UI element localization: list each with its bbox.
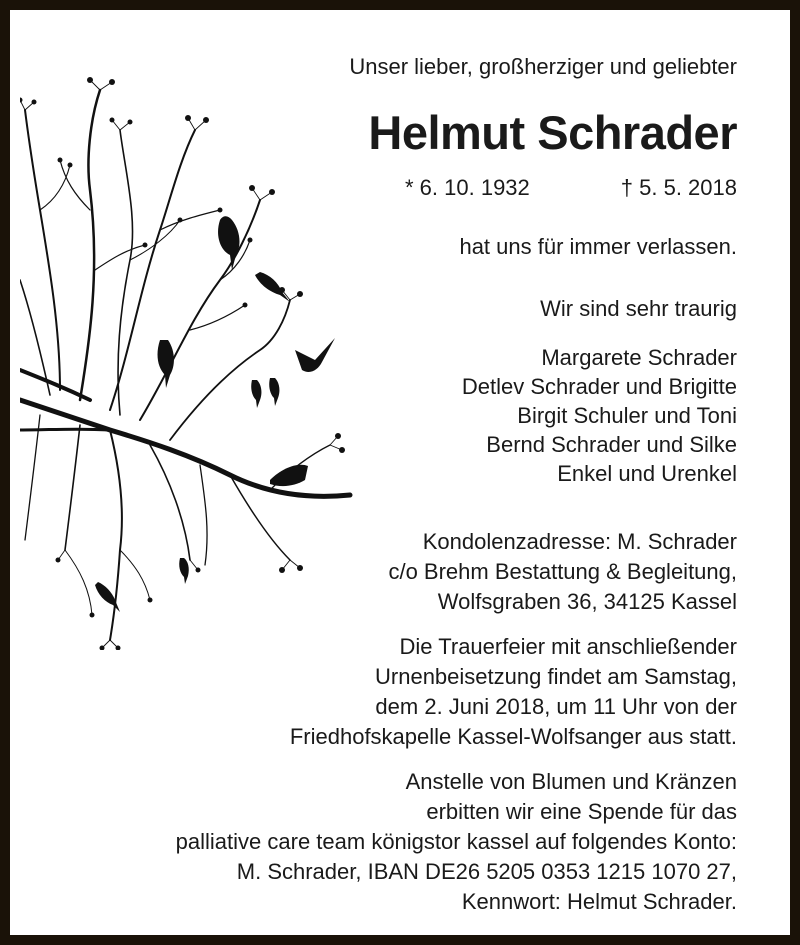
ceremony-line: Urnenbeisetzung findet am Samstag, <box>375 664 737 689</box>
mourning-line: Wir sind sehr traurig <box>540 296 737 321</box>
condolence-line: Kondolenzadresse: M. Schrader <box>422 529 737 554</box>
family-member: Enkel und Urenkel <box>557 461 737 486</box>
condolence-line: c/o Brehm Bestattung & Begleitung, <box>388 559 737 584</box>
donation-line: erbitten wir eine Spende für das <box>426 799 737 824</box>
donation-line: M. Schrader, IBAN DE26 5205 0353 1215 1070 27, <box>236 859 737 884</box>
ceremony-info <box>290 632 737 752</box>
birth-date: * 6. 10. 1932 <box>405 175 530 200</box>
ceremony-line: Die Trauerfeier mit anschließender <box>399 634 737 659</box>
condolence-line: Wolfsgraben 36, 34125 Kassel <box>437 589 737 614</box>
family-member: Margarete Schrader <box>541 345 737 370</box>
deceased-name: Helmut Schrader <box>368 106 737 159</box>
intro-line: Unser lieber, großherziger und geliebter <box>349 54 737 79</box>
donation-info <box>176 767 737 917</box>
donation-line: Kennwort: Helmut Schrader. <box>461 889 737 914</box>
family-member: Bernd Schrader und Silke <box>486 432 737 457</box>
tree-branches-with-birds-icon <box>20 70 360 650</box>
family-list <box>462 343 737 488</box>
condolence-address <box>388 527 737 617</box>
ceremony-line: dem 2. Juni 2018, um 11 Uhr von der <box>375 694 737 719</box>
family-member: Detlev Schrader und Brigitte <box>461 374 737 399</box>
donation-line: palliative care team königstor kassel auf folgendes Konto: <box>175 829 737 854</box>
ceremony-line: Friedhofskapelle Kassel-Wolfsanger aus statt. <box>289 724 737 749</box>
death-date: † 5. 5. 2018 <box>620 175 737 200</box>
passed-away-line: hat uns für immer verlassen. <box>459 234 737 259</box>
family-member: Birgit Schuler und Toni <box>517 403 737 428</box>
donation-line: Anstelle von Blumen und Kränzen <box>405 769 737 794</box>
